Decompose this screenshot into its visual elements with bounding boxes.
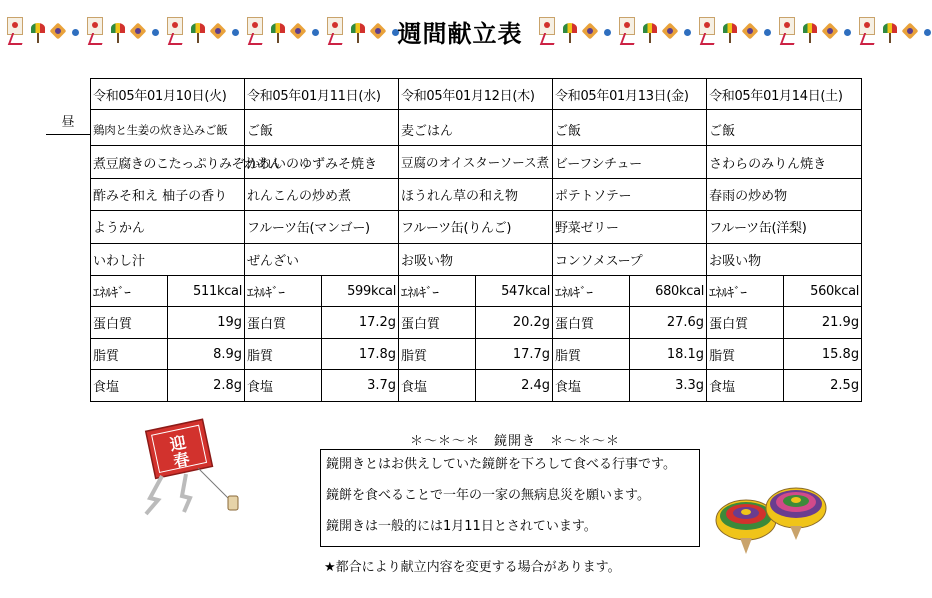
date-cell: 令和05年01月13日(金) bbox=[553, 79, 707, 110]
salt-value: 3.7g bbox=[322, 370, 399, 402]
fan-icon bbox=[270, 15, 286, 45]
dish-cell: 鶏肉と生姜の炊き込みご飯 bbox=[91, 110, 245, 146]
kite-icon bbox=[616, 15, 638, 45]
energy-row bbox=[91, 275, 862, 307]
spinning-top-icon bbox=[742, 15, 758, 45]
nutrient-label: ｴﾈﾙｷﾞｰ bbox=[245, 275, 322, 307]
nutrient-label: ｴﾈﾙｷﾞｰ bbox=[91, 275, 168, 307]
nutrient-label: 脂質 bbox=[707, 338, 784, 370]
energy-value: 560kcal bbox=[784, 275, 862, 307]
energy-value: 547kcal bbox=[476, 275, 553, 307]
nutrient-label: 蛋白質 bbox=[553, 307, 630, 339]
fan-icon bbox=[562, 15, 578, 45]
dish-cell: れんこんの炒め煮 bbox=[245, 178, 399, 210]
spinning-tops-illustration bbox=[714, 476, 830, 558]
nutrient-label: 脂質 bbox=[245, 338, 322, 370]
fat-value: 17.7g bbox=[476, 338, 553, 370]
nutrient-label: 蛋白質 bbox=[399, 307, 476, 339]
fan-icon bbox=[882, 15, 898, 45]
nutrient-label: 食塩 bbox=[707, 370, 784, 402]
dish-cell: 野菜ゼリー bbox=[553, 211, 707, 243]
nutrient-label: 食塩 bbox=[245, 370, 322, 402]
meal-label-lunch: 昼 bbox=[46, 110, 90, 135]
protein-value: 19g bbox=[168, 307, 245, 339]
spinning-top-icon bbox=[130, 15, 146, 45]
kite-icon bbox=[84, 15, 106, 45]
date-header-row bbox=[91, 79, 862, 110]
kite-icon bbox=[856, 15, 878, 45]
dish-cell: 麦ごはん bbox=[399, 110, 553, 146]
nutrient-label: 蛋白質 bbox=[245, 307, 322, 339]
dish-row bbox=[91, 178, 862, 210]
salt-value: 3.3g bbox=[630, 370, 707, 402]
dish-cell: かれいのゆずみそ焼き bbox=[245, 146, 399, 178]
kagami-line: 鏡開きは一般的には1月11日とされています。 bbox=[326, 519, 597, 534]
fan-icon bbox=[110, 15, 126, 45]
protein-value: 17.2g bbox=[322, 307, 399, 339]
kite-tail-right bbox=[182, 474, 190, 512]
nutrient-label: 蛋白質 bbox=[707, 307, 784, 339]
fat-value: 18.1g bbox=[630, 338, 707, 370]
dot-icon bbox=[602, 15, 612, 45]
protein-value: 27.6g bbox=[630, 307, 707, 339]
dish-cell: ほうれん草の和え物 bbox=[399, 178, 553, 210]
fat-value: 17.8g bbox=[322, 338, 399, 370]
dot-icon bbox=[310, 15, 320, 45]
dish-cell: フルーツ缶(洋梨) bbox=[707, 211, 862, 243]
fat-value: 8.9g bbox=[168, 338, 245, 370]
kagami-description-box bbox=[320, 449, 700, 547]
dot-icon bbox=[842, 15, 852, 45]
nutrient-label: ｴﾈﾙｷﾞｰ bbox=[553, 275, 630, 307]
protein-value: 21.9g bbox=[784, 307, 862, 339]
dish-cell: フルーツ缶(りんご) bbox=[399, 211, 553, 243]
kite-spool bbox=[228, 496, 238, 510]
dot-icon bbox=[150, 15, 160, 45]
spinning-top-icon bbox=[290, 15, 306, 45]
dish-cell: いわし汁 bbox=[91, 243, 245, 275]
dot-icon bbox=[230, 15, 240, 45]
dot-icon bbox=[682, 15, 692, 45]
kite-icon bbox=[776, 15, 798, 45]
nutrient-label: 脂質 bbox=[91, 338, 168, 370]
spinning-top-icon bbox=[662, 15, 678, 45]
dish-cell: お吸い物 bbox=[399, 243, 553, 275]
nutrient-label: ｴﾈﾙｷﾞｰ bbox=[707, 275, 784, 307]
nutrient-label: 食塩 bbox=[553, 370, 630, 402]
dish-row bbox=[91, 243, 862, 275]
fan-icon bbox=[30, 15, 46, 45]
dish-cell: 春雨の炒め物 bbox=[707, 178, 862, 210]
fan-icon bbox=[642, 15, 658, 45]
date-cell: 令和05年01月11日(水) bbox=[245, 79, 399, 110]
nutrient-label: 脂質 bbox=[553, 338, 630, 370]
fat-value: 15.8g bbox=[784, 338, 862, 370]
salt-value: 2.4g bbox=[476, 370, 553, 402]
spinning-top-icon bbox=[210, 15, 226, 45]
salt-row bbox=[91, 370, 862, 402]
spinning-top-icon bbox=[822, 15, 838, 45]
nutrient-label: 食塩 bbox=[91, 370, 168, 402]
protein-value: 20.2g bbox=[476, 307, 553, 339]
nutrient-label: ｴﾈﾙｷﾞｰ bbox=[399, 275, 476, 307]
dish-cell: 煮豆腐きのこたっぷりみぞれあん bbox=[91, 146, 245, 178]
dish-cell: ご飯 bbox=[553, 110, 707, 146]
dish-cell: ポテトソテー bbox=[553, 178, 707, 210]
dish-cell: 酢みそ和え 柚子の香り bbox=[91, 178, 245, 210]
spinning-top-icon bbox=[902, 15, 918, 45]
dot-icon bbox=[762, 15, 772, 45]
dish-cell: お吸い物 bbox=[707, 243, 862, 275]
dish-cell: ビーフシチュー bbox=[553, 146, 707, 178]
nutrient-label: 脂質 bbox=[399, 338, 476, 370]
nutrient-label: 食塩 bbox=[399, 370, 476, 402]
kite-icon bbox=[536, 15, 558, 45]
fan-icon bbox=[350, 15, 366, 45]
dot-icon bbox=[922, 15, 932, 45]
energy-value: 511kcal bbox=[168, 275, 245, 307]
kite-tail-left bbox=[146, 476, 162, 514]
kite-icon bbox=[244, 15, 266, 45]
dish-cell: さわらのみりん焼き bbox=[707, 146, 862, 178]
nutrient-label: 蛋白質 bbox=[91, 307, 168, 339]
new-year-decoration-strip-left bbox=[4, 12, 380, 48]
menu-change-note: ★都合により献立内容を変更する場合があります。 bbox=[324, 560, 621, 575]
date-cell: 令和05年01月14日(土) bbox=[707, 79, 862, 110]
kite-string bbox=[198, 468, 232, 502]
kite-char-1: 迎 bbox=[168, 432, 188, 455]
fan-icon bbox=[190, 15, 206, 45]
protein-row bbox=[91, 307, 862, 339]
salt-value: 2.5g bbox=[784, 370, 862, 402]
dish-row bbox=[91, 110, 862, 146]
page-title: 週間献立表 bbox=[397, 20, 523, 48]
fat-row bbox=[91, 338, 862, 370]
kite-char-2: 春 bbox=[171, 449, 192, 472]
date-cell: 令和05年01月12日(木) bbox=[399, 79, 553, 110]
energy-value: 680kcal bbox=[630, 275, 707, 307]
dish-row bbox=[91, 211, 862, 243]
weekly-menu-table bbox=[90, 78, 862, 402]
new-year-decoration-strip-right bbox=[536, 12, 910, 48]
salt-value: 2.8g bbox=[168, 370, 245, 402]
dish-cell: ようかん bbox=[91, 211, 245, 243]
kite-icon bbox=[324, 15, 346, 45]
dish-cell: 豆腐のオイスターソース煮 bbox=[399, 146, 553, 178]
kagami-line: 鏡開きとはお供えしていた鏡餅を下ろして食べる行事です。 bbox=[326, 457, 676, 472]
kite-icon bbox=[4, 15, 26, 45]
spinning-top-icon bbox=[582, 15, 598, 45]
dish-cell: ご飯 bbox=[707, 110, 862, 146]
spinning-top-icon bbox=[50, 15, 66, 45]
dot-icon bbox=[70, 15, 80, 45]
spinning-top-right bbox=[766, 488, 826, 540]
dish-row bbox=[91, 146, 862, 178]
dish-cell: ご飯 bbox=[245, 110, 399, 146]
fan-icon bbox=[722, 15, 738, 45]
fan-icon bbox=[802, 15, 818, 45]
kite-icon bbox=[696, 15, 718, 45]
dish-cell: コンソメスープ bbox=[553, 243, 707, 275]
dish-cell: ぜんざい bbox=[245, 243, 399, 275]
kagami-heading: ＊～＊～＊ 鏡開き ＊～＊～＊ bbox=[410, 434, 621, 449]
new-year-kite-illustration bbox=[128, 418, 248, 518]
kite-icon bbox=[164, 15, 186, 45]
kagami-line: 鏡餅を食べることで一年の一家の無病息災を願います。 bbox=[326, 488, 650, 503]
energy-value: 599kcal bbox=[322, 275, 399, 307]
date-cell: 令和05年01月10日(火) bbox=[91, 79, 245, 110]
dish-cell: フルーツ缶(マンゴー) bbox=[245, 211, 399, 243]
